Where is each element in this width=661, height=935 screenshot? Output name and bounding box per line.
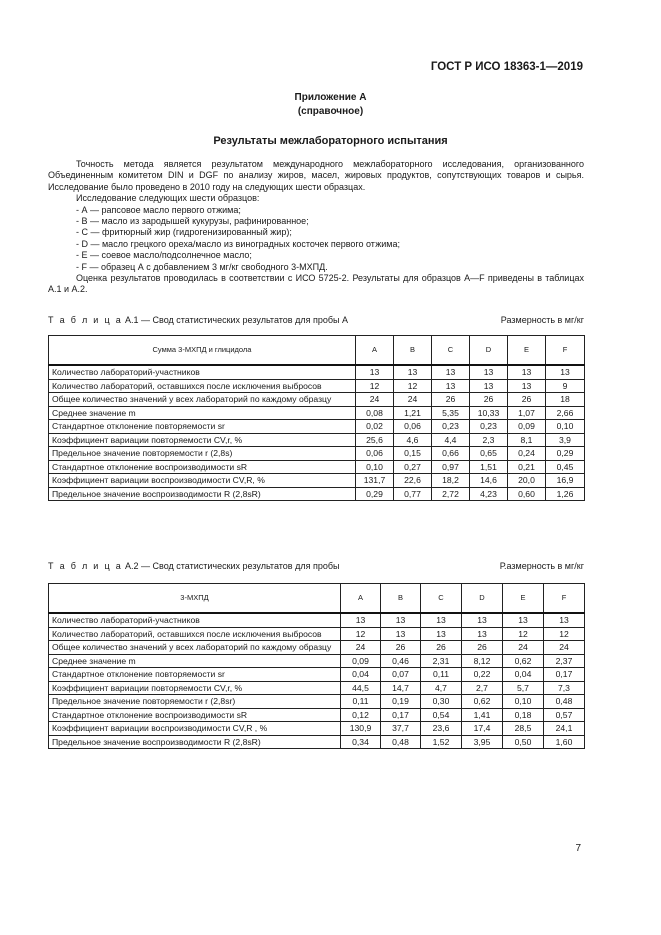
table1-header-row	[49, 336, 585, 366]
value-cell: 0,62	[503, 654, 544, 668]
table-row	[49, 487, 585, 501]
table2-header-cell: B	[381, 584, 421, 614]
value-cell: 0,04	[341, 668, 381, 682]
row-label: Стандартное отклонение повторяемости sr	[49, 668, 341, 682]
value-cell: 12	[356, 379, 394, 393]
table-row	[49, 668, 585, 682]
value-cell: 0,07	[381, 668, 421, 682]
value-cell: 1,51	[470, 460, 508, 474]
value-cell: 18,2	[432, 474, 470, 488]
table-row	[49, 695, 585, 709]
value-cell: 28,5	[503, 722, 544, 736]
table1-header-cell: A	[356, 336, 394, 366]
value-cell: 13	[503, 613, 544, 627]
value-cell: 0,11	[421, 668, 462, 682]
annex-title: Приложение А	[294, 92, 367, 103]
value-cell: 13	[470, 379, 508, 393]
value-cell: 12	[394, 379, 432, 393]
table-row	[49, 613, 585, 627]
value-cell: 0,54	[421, 708, 462, 722]
table2-header-cell: A	[341, 584, 381, 614]
sample-item: - А — рапсовое масло первого отжима;	[76, 204, 241, 215]
row-label: Стандартное отклонение повторяемости sr	[49, 420, 356, 434]
value-cell: 2,37	[544, 654, 585, 668]
value-cell: 13	[508, 379, 546, 393]
value-cell: 0,19	[381, 695, 421, 709]
table-row	[49, 654, 585, 668]
table1-header-cell: B	[394, 336, 432, 366]
row-label: Количество лабораторий, оставшихся после исключения выбросов	[49, 379, 356, 393]
table2-header-cell: D	[462, 584, 503, 614]
value-cell: 0,29	[546, 447, 585, 461]
value-cell: 13	[394, 365, 432, 379]
row-label: Стандартное отклонение воспроизводимости sR	[49, 708, 341, 722]
row-label: Коэффициент вариации воспроизводимости CV,R, %	[49, 474, 356, 488]
table-row	[49, 681, 585, 695]
document-code: ГОСТ Р ИСО 18363-1—2019	[430, 61, 583, 73]
sample-item: - В — масло из зародышей кукурузы, рафинированное;	[76, 216, 309, 227]
value-cell: 13	[462, 613, 503, 627]
value-cell: 2,7	[462, 681, 503, 695]
table-row	[49, 722, 585, 736]
row-label: Коэффициент вариации повторяемости CV,r, %	[49, 433, 356, 447]
table-row	[49, 708, 585, 722]
value-cell: 0,15	[394, 447, 432, 461]
value-cell: 4,4	[432, 433, 470, 447]
value-cell: 0,10	[356, 460, 394, 474]
table1-header-cell: Сумма 3-МХПД и глицидола	[49, 336, 356, 366]
value-cell: 0,23	[470, 420, 508, 434]
row-label: Предельное значение повторяемости r (2,8sr)	[49, 695, 341, 709]
value-cell: 0,45	[546, 460, 585, 474]
value-cell: 13	[421, 613, 462, 627]
value-cell: 5,7	[503, 681, 544, 695]
value-cell: 0,29	[356, 487, 394, 501]
value-cell: 17,4	[462, 722, 503, 736]
row-label: Общее количество значений у всех лабораторий по каждому образцу	[49, 641, 341, 655]
table1-header-cell: F	[546, 336, 585, 366]
paragraph-intro: Точность метода является результатом международного межлабораторного исследования, организованного Объединенным комитетом DIN и DGF по анализу жиров, масел, жировых продуктов, сопутствующих товаров и сырья. Исследование было проведено в 2010 году на следующих шести образцах.	[48, 159, 584, 192]
value-cell: 12	[544, 627, 585, 641]
table-row	[49, 420, 585, 434]
value-cell: 14,7	[381, 681, 421, 695]
table2-header-cell: C	[421, 584, 462, 614]
value-cell: 8,12	[462, 654, 503, 668]
paragraph-samples-intro: Исследование следующих шести образцов:	[76, 193, 260, 204]
value-cell: 0,66	[432, 447, 470, 461]
value-cell: 0,04	[503, 668, 544, 682]
value-cell: 44,5	[341, 681, 381, 695]
value-cell: 13	[381, 627, 421, 641]
value-cell: 12	[341, 627, 381, 641]
table1-header-cell: D	[470, 336, 508, 366]
value-cell: 0,02	[356, 420, 394, 434]
value-cell: 13	[462, 627, 503, 641]
table2-header-cell: E	[503, 584, 544, 614]
value-cell: 0,48	[381, 735, 421, 749]
row-label: Предельное значение повторяемости r (2,8s)	[49, 447, 356, 461]
value-cell: 10,33	[470, 406, 508, 420]
value-cell: 13	[508, 365, 546, 379]
table-row	[49, 393, 585, 407]
value-cell: 0,24	[508, 447, 546, 461]
row-label: Стандартное отклонение воспроизводимости sR	[49, 460, 356, 474]
value-cell: 8,1	[508, 433, 546, 447]
annex-subtitle: (справочное)	[297, 106, 364, 117]
value-cell: 14,6	[470, 474, 508, 488]
value-cell: 24,1	[544, 722, 585, 736]
value-cell: 5,35	[432, 406, 470, 420]
value-cell: 0,08	[356, 406, 394, 420]
value-cell: 24	[503, 641, 544, 655]
body-text	[48, 159, 584, 296]
table2-caption-label: Т а б л и ц а	[48, 561, 123, 571]
paragraph-evaluation: Оценка результатов проводилась в соответствии с ИСО 5725-2. Результаты для образцов А—F приведены в таблицах А.1 и А.2.	[48, 273, 584, 295]
value-cell: 0,34	[341, 735, 381, 749]
value-cell: 1,07	[508, 406, 546, 420]
value-cell: 0,65	[470, 447, 508, 461]
table2	[48, 583, 585, 749]
row-label: Предельное значение воспроизводимости R (2,8sR)	[49, 487, 356, 501]
row-label: Общее количество значений у всех лабораторий по каждому образцу	[49, 393, 356, 407]
value-cell: 2,66	[546, 406, 585, 420]
value-cell: 1,60	[544, 735, 585, 749]
section-title: Результаты межлабораторного испытания	[213, 135, 448, 147]
value-cell: 0,10	[503, 695, 544, 709]
value-cell: 0,09	[341, 654, 381, 668]
table1-caption-label: Т а б л и ц а	[48, 315, 123, 325]
value-cell: 0,60	[508, 487, 546, 501]
value-cell: 0,23	[432, 420, 470, 434]
value-cell: 0,30	[421, 695, 462, 709]
value-cell: 2,72	[432, 487, 470, 501]
table1-caption-text: А.1 — Свод статистических результатов для пробы А	[125, 315, 348, 325]
table1-caption	[48, 315, 584, 325]
value-cell: 0,48	[544, 695, 585, 709]
row-label: Количество лабораторий-участников	[49, 613, 341, 627]
page-number: 7	[575, 843, 581, 854]
value-cell: 0,18	[503, 708, 544, 722]
value-cell: 13	[432, 379, 470, 393]
value-cell: 0,06	[356, 447, 394, 461]
value-cell: 131,7	[356, 474, 394, 488]
value-cell: 22,6	[394, 474, 432, 488]
value-cell: 26	[508, 393, 546, 407]
value-cell: 26	[470, 393, 508, 407]
value-cell: 0,12	[341, 708, 381, 722]
value-cell: 4,23	[470, 487, 508, 501]
value-cell: 24	[544, 641, 585, 655]
table-row	[49, 627, 585, 641]
value-cell: 2,3	[470, 433, 508, 447]
table-row	[49, 406, 585, 420]
value-cell: 1,21	[394, 406, 432, 420]
sample-item: - D — масло грецкого ореха/масло из виноградных косточек первого отжима;	[76, 238, 400, 249]
table1-header-cell: C	[432, 336, 470, 366]
table2-header-row	[49, 584, 585, 614]
table2-caption	[48, 561, 584, 571]
row-label: Количество лабораторий-участников	[49, 365, 356, 379]
value-cell: 3,95	[462, 735, 503, 749]
value-cell: 0,09	[508, 420, 546, 434]
value-cell: 26	[421, 641, 462, 655]
value-cell: 12	[503, 627, 544, 641]
value-cell: 0,57	[544, 708, 585, 722]
sample-item: - F — образец А с добавлением 3 мг/кг свободного 3-МХПД.	[76, 261, 328, 272]
value-cell: 0,10	[546, 420, 585, 434]
value-cell: 9	[546, 379, 585, 393]
table2-units: Р.азмерность в мг/кг	[499, 561, 584, 571]
value-cell: 18	[546, 393, 585, 407]
row-label: Среднее значение m	[49, 654, 341, 668]
value-cell: 13	[432, 365, 470, 379]
value-cell: 25,6	[356, 433, 394, 447]
table2-caption-text: А.2 — Свод статистических результатов для пробы	[125, 561, 340, 571]
value-cell: 130,9	[341, 722, 381, 736]
table-row	[49, 460, 585, 474]
value-cell: 0,46	[381, 654, 421, 668]
table-row	[49, 641, 585, 655]
row-label: Коэффициент вариации воспроизводимости CV,R , %	[49, 722, 341, 736]
value-cell: 24	[394, 393, 432, 407]
row-label: Коэффициент вариации повторяемости CV,r, %	[49, 681, 341, 695]
value-cell: 13	[544, 613, 585, 627]
value-cell: 0,06	[394, 420, 432, 434]
table2-header-cell: 3-МХПД	[49, 584, 341, 614]
value-cell: 0,21	[508, 460, 546, 474]
table-row	[49, 379, 585, 393]
value-cell: 0,50	[503, 735, 544, 749]
value-cell: 37,7	[381, 722, 421, 736]
value-cell: 4,6	[394, 433, 432, 447]
value-cell: 4,7	[421, 681, 462, 695]
sample-item: - Е — соевое масло/подсолнечное масло;	[76, 250, 252, 261]
value-cell: 26	[462, 641, 503, 655]
value-cell: 13	[341, 613, 381, 627]
row-label: Количество лабораторий, оставшихся после исключения выбросов	[49, 627, 341, 641]
annex-heading	[0, 91, 661, 119]
sample-item: - С — фритюрный жир (гидрогенизированный жир);	[76, 227, 292, 238]
value-cell: 0,17	[544, 668, 585, 682]
value-cell: 0,17	[381, 708, 421, 722]
value-cell: 13	[381, 613, 421, 627]
row-label: Предельное значение воспроизводимости R (2,8sR)	[49, 735, 341, 749]
table-row	[49, 735, 585, 749]
value-cell: 0,62	[462, 695, 503, 709]
value-cell: 7,3	[544, 681, 585, 695]
value-cell: 1,26	[546, 487, 585, 501]
value-cell: 0,97	[432, 460, 470, 474]
value-cell: 13	[421, 627, 462, 641]
table1-units: Размерность в мг/кг	[500, 315, 584, 325]
value-cell: 1,41	[462, 708, 503, 722]
table1-header-cell: E	[508, 336, 546, 366]
value-cell: 24	[356, 393, 394, 407]
value-cell: 16,9	[546, 474, 585, 488]
value-cell: 26	[381, 641, 421, 655]
value-cell: 0,27	[394, 460, 432, 474]
value-cell: 23,6	[421, 722, 462, 736]
value-cell: 3,9	[546, 433, 585, 447]
value-cell: 13	[470, 365, 508, 379]
table1	[48, 335, 585, 501]
table-row	[49, 433, 585, 447]
value-cell: 2,31	[421, 654, 462, 668]
value-cell: 13	[356, 365, 394, 379]
value-cell: 13	[546, 365, 585, 379]
value-cell: 1,52	[421, 735, 462, 749]
table-row	[49, 365, 585, 379]
table-row	[49, 474, 585, 488]
value-cell: 20,0	[508, 474, 546, 488]
value-cell: 24	[341, 641, 381, 655]
value-cell: 0,22	[462, 668, 503, 682]
table-row	[49, 447, 585, 461]
value-cell: 0,77	[394, 487, 432, 501]
row-label: Среднее значение m	[49, 406, 356, 420]
table2-header-cell: F	[544, 584, 585, 614]
value-cell: 26	[432, 393, 470, 407]
value-cell: 0,11	[341, 695, 381, 709]
